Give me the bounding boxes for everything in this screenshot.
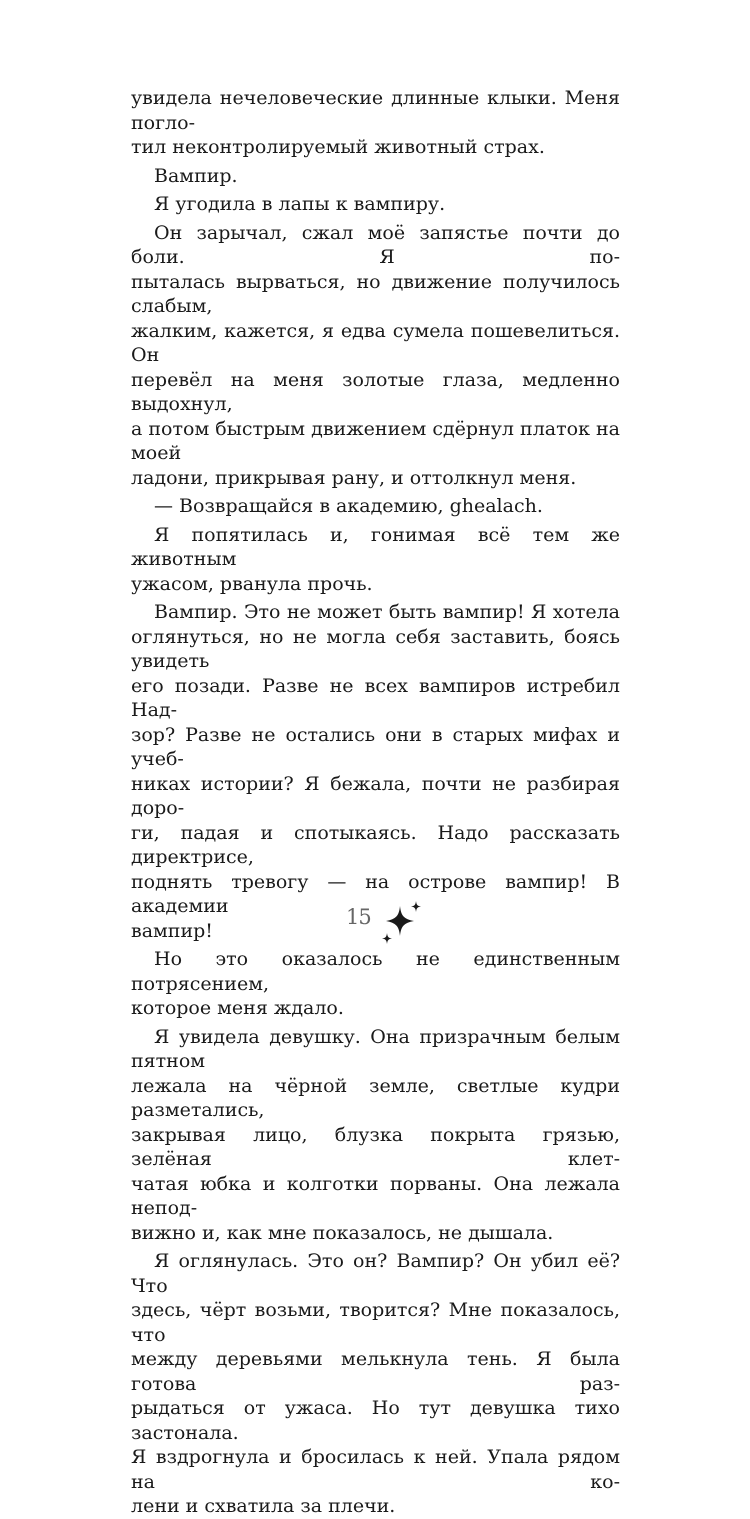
text-line: Я попятилась и, гонимая всё тем же животным	[131, 523, 620, 570]
text-line: оглянуться, но не могла себя заставить, боясь увидеть	[131, 625, 620, 672]
text-line: которое меня ждало.	[131, 997, 344, 1019]
text-line: тил неконтролируемый животный страх.	[131, 136, 545, 158]
text-line: рыдаться от ужаса. Но тут девушка тихо застонала.	[131, 1397, 620, 1444]
text-line: Он зарычал, сжал моё запястье почти до боли. Я по-	[131, 221, 620, 268]
text-line: Я увидела девушку. Она призрачным белым пятном	[131, 1025, 620, 1072]
paragraph	[131, 1025, 620, 1246]
text-line: поднять тревогу — на острове вампир! В академии	[131, 870, 620, 917]
text-line: Я вздрогнула и бросилась к ней. Упала рядом на ко-	[131, 1446, 620, 1493]
text-line: перевёл на меня золотые глаза, медленно выдохнул,	[131, 368, 620, 415]
sparkles-icon	[378, 900, 428, 946]
text-line: Я угодила в лапы к вампиру.	[154, 193, 446, 215]
text-line: — Возвращайся в академию, ghealach.	[154, 495, 543, 517]
paragraph	[131, 164, 620, 189]
text-line: зор? Разве не остались они в старых мифах и учеб-	[131, 723, 620, 770]
text-line: никах истории? Я бежала, почти не разбирая доро-	[131, 772, 620, 819]
text-line: между деревьями мелькнула тень. Я была готова раз-	[131, 1348, 620, 1395]
small-star-lower	[382, 933, 392, 944]
text-line: Вампир. Это не может быть вампир! Я хотела	[154, 601, 620, 623]
page-footer	[0, 900, 750, 950]
text-line: ги, падая и спотыкаясь. Надо рассказать директрисе,	[131, 821, 620, 868]
paragraph	[131, 947, 620, 1021]
text-line: ладони, прикрывая рану, и оттолкнул меня.	[131, 466, 577, 489]
text-line: а потом быстрым движением сдёрнул платок на моей	[131, 417, 620, 464]
paragraph	[131, 1249, 620, 1519]
text-line: жалким, кажется, я едва сумела пошевелиться. Он	[131, 319, 620, 366]
page-number: 15	[346, 905, 371, 929]
large-star	[386, 906, 414, 936]
text-line: лени и схватила за плечи.	[131, 1495, 396, 1517]
text-line: здесь, чёрт возьми, творится? Мне показалось, что	[131, 1299, 620, 1346]
small-star-upper	[411, 901, 421, 912]
text-line: пыталась вырваться, но движение получилось слабым,	[131, 270, 620, 317]
body-text	[131, 86, 620, 1519]
text-line: чатая юбка и колготки порваны. Она лежала непод-	[131, 1172, 620, 1219]
text-line: Вампир.	[154, 164, 238, 187]
paragraph	[131, 192, 620, 217]
text-line: лежала на чёрной земле, светлые кудри разметались,	[131, 1074, 620, 1121]
text-line: увидела нечеловеческие длинные клыки. Меня погло-	[131, 87, 620, 134]
text-line: закрывая лицо, блузка покрыта грязью, зелёная клет-	[131, 1123, 620, 1170]
text-line: его позади. Разве не всех вампиров истребил Над-	[131, 674, 620, 721]
paragraph	[131, 523, 620, 597]
paragraph	[131, 86, 620, 160]
text-line: вижно и, как мне показалось, не дышала.	[131, 1221, 554, 1244]
paragraph	[131, 221, 620, 491]
text-line: вампир!	[131, 919, 213, 942]
text-line: Я оглянулась. Это он? Вампир? Он убил её? Что	[131, 1250, 620, 1297]
paragraph	[131, 494, 620, 519]
paragraph	[131, 600, 620, 943]
text-line: Но это оказалось не единственным потрясением,	[131, 948, 620, 995]
text-line: ужасом, рванула прочь.	[131, 572, 373, 595]
